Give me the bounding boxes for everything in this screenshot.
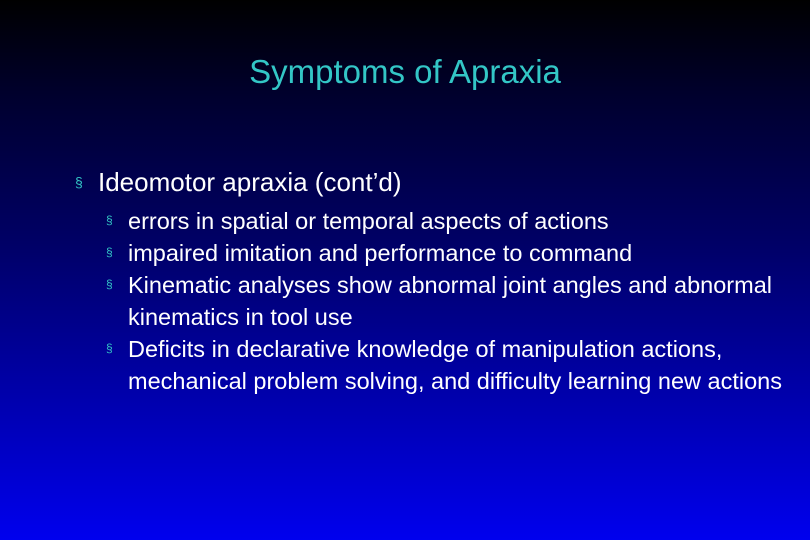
- sub-bullet-item: [106, 269, 786, 333]
- bullet-marker-icon: §: [106, 341, 113, 355]
- sub-bullet-text: Deficits in declarative knowledge of manipulation actions, mechanical problem solving, and difficulty learning new actions: [128, 336, 783, 394]
- sub-bullet-item: [106, 205, 786, 237]
- slide-title: Symptoms of Apraxia: [249, 53, 561, 90]
- sub-bullet-text: impaired imitation and performance to command: [128, 240, 633, 266]
- sub-bullet-item: [106, 237, 786, 269]
- sub-bullet-text: Kinematic analyses show abnormal joint angles and abnormal kinematics in tool use: [128, 272, 773, 330]
- bullet-marker-icon: §: [75, 174, 83, 190]
- sub-bullet-list: [106, 205, 786, 397]
- main-bullet-text: Ideomotor apraxia (cont’d): [98, 167, 402, 197]
- bullet-marker-icon: §: [106, 245, 113, 259]
- sub-bullet-text: errors in spatial or temporal aspects of actions: [128, 208, 609, 234]
- bullet-marker-icon: §: [106, 213, 113, 227]
- main-bullet: [75, 165, 401, 203]
- sub-bullet-item: [106, 333, 786, 397]
- bullet-marker-icon: §: [106, 277, 113, 291]
